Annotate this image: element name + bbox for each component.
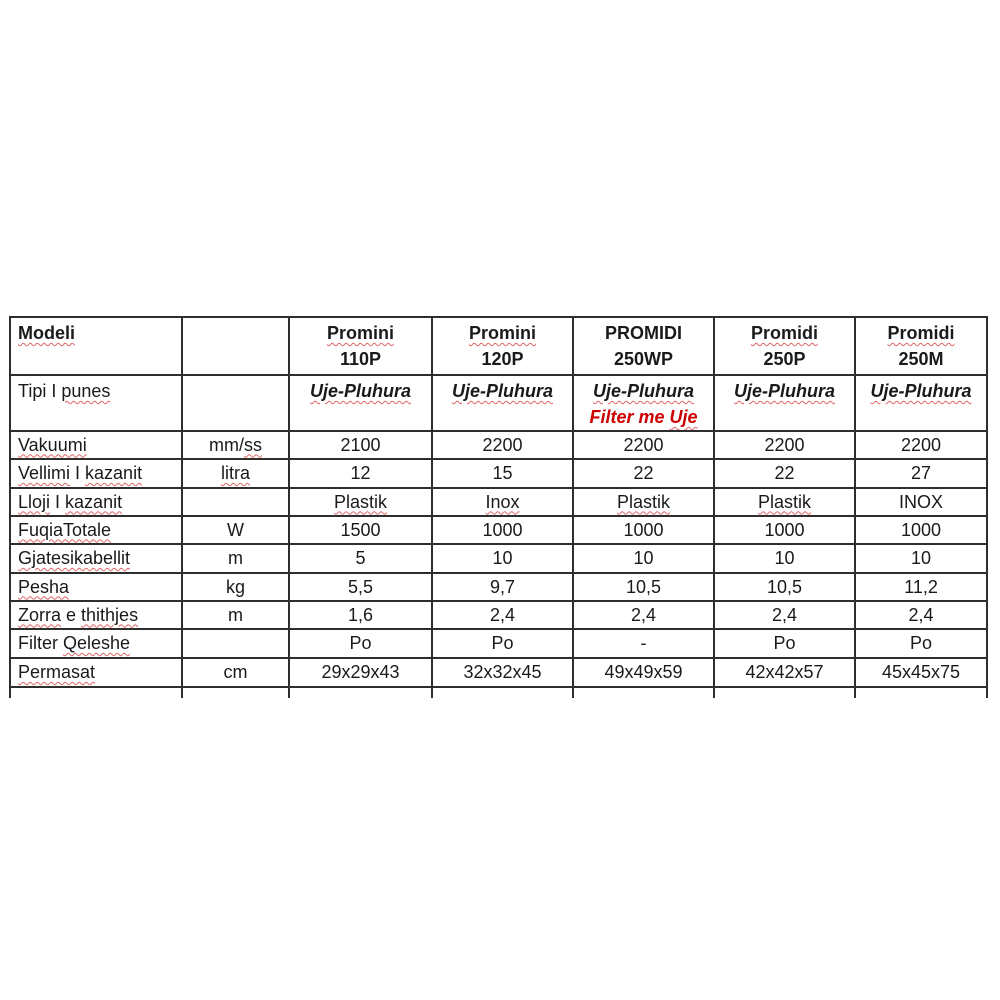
vakuumi-unit-cell	[182, 431, 289, 459]
gjatesikabellit-promini-110p-cell	[289, 544, 432, 573]
permasat-promini-120p-cell	[432, 658, 573, 687]
cell-text: 49x49x59	[604, 662, 683, 682]
cell-text: Filter me	[589, 407, 670, 427]
cell-line	[861, 320, 981, 346]
modeli-label-cell	[10, 317, 182, 375]
cell-line	[18, 518, 176, 543]
tipi-i-punes-label-cell	[10, 375, 182, 431]
cell-line	[861, 575, 981, 600]
table-row-pesha	[10, 573, 987, 601]
cell-text: 2,4	[489, 604, 516, 625]
cell-line	[579, 378, 708, 404]
permasat-promidi-250wp-cell	[573, 658, 714, 687]
pesha-promini-110p-cell	[289, 573, 432, 601]
cell-line	[295, 518, 426, 543]
gridline-stub	[288, 688, 290, 698]
cell-line	[18, 575, 176, 600]
permasat-unit-cell	[182, 658, 289, 687]
cell-text: 5,5	[347, 576, 374, 597]
cell-line	[438, 660, 567, 685]
cell-line	[861, 546, 981, 571]
vellimi-i-kazanit-promidi-250wp-cell	[573, 459, 714, 488]
vellimi-i-kazanit-promini-120p-cell	[432, 459, 573, 488]
cell-text: FuqiaTotale	[18, 519, 112, 540]
cell-line	[579, 518, 708, 543]
vakuumi-promidi-250m-cell	[855, 431, 987, 459]
cell-line	[720, 490, 849, 515]
cell-text: Lloji	[18, 491, 51, 512]
cell-line	[861, 346, 981, 372]
cell-text: Inox	[485, 491, 520, 512]
cell-text: 10	[492, 548, 513, 568]
cell-line	[295, 546, 426, 571]
filter-qeleshe-unit-cell	[182, 629, 289, 658]
fuqia-totale-unit-cell	[182, 516, 289, 544]
cell-text: 2,4	[908, 604, 934, 625]
cell-line	[18, 603, 176, 628]
gridline-stub	[9, 688, 11, 698]
cell-text: Po	[773, 633, 796, 653]
cell-text: Vakuumi	[18, 434, 87, 455]
cell-text: Permasat	[18, 662, 96, 682]
cell-line	[579, 490, 708, 515]
cell-line	[861, 518, 981, 543]
modeli-promidi-250p-cell	[714, 317, 855, 375]
cell-line	[579, 461, 708, 486]
cell-text: 2200	[482, 434, 523, 455]
cell-line	[438, 603, 567, 628]
cell-line	[720, 346, 849, 372]
cell-text: Uje-Pluhura	[309, 381, 411, 401]
cell-text: 11,2	[904, 576, 938, 597]
filter-qeleshe-label-cell	[10, 629, 182, 658]
cell-line	[438, 631, 567, 656]
tipi-i-punes-promidi-250m-cell	[855, 375, 987, 431]
cell-line	[720, 631, 849, 656]
gridline-stub	[572, 688, 574, 698]
pesha-unit-cell	[182, 573, 289, 601]
table-row-zorra-e-thithjes	[10, 601, 987, 629]
cell-line	[438, 378, 567, 404]
cell-line	[720, 575, 849, 600]
cell-text: Plastik	[333, 491, 387, 512]
zorra-e-thithjes-promidi-250wp-cell	[573, 601, 714, 629]
vakuumi-promini-120p-cell	[432, 431, 573, 459]
table-row-vakuumi	[10, 431, 987, 459]
cell-text: 29x29x43	[321, 662, 400, 682]
vellimi-i-kazanit-promidi-250p-cell	[714, 459, 855, 488]
cell-line	[295, 631, 426, 656]
cell-line	[861, 603, 981, 628]
cell-line	[18, 631, 176, 656]
fuqia-totale-label-cell	[10, 516, 182, 544]
cell-text: kg	[225, 576, 245, 597]
modeli-promidi-250m-cell	[855, 317, 987, 375]
cell-line	[438, 490, 567, 515]
permasat-promidi-250p-cell	[714, 658, 855, 687]
cell-line	[720, 461, 849, 486]
zorra-e-thithjes-label-cell	[10, 601, 182, 629]
cell-text: litra	[220, 463, 250, 483]
table-row-filter-qeleshe	[10, 629, 987, 658]
gjatesikabellit-promidi-250m-cell	[855, 544, 987, 573]
cell-text: Uje	[669, 407, 698, 427]
cell-line	[861, 660, 981, 685]
cell-line	[188, 518, 283, 543]
cell-text: Po	[491, 633, 514, 653]
zorra-e-thithjes-promini-120p-cell	[432, 601, 573, 629]
permasat-label-cell	[10, 658, 182, 687]
gridline-stub	[854, 688, 856, 698]
cell-text: 15	[492, 463, 513, 483]
tipi-i-punes-promidi-250p-cell	[714, 375, 855, 431]
cell-text: 2,4	[771, 604, 798, 625]
lloji-i-kazanit-label-cell	[10, 488, 182, 516]
cell-text: -	[640, 633, 647, 653]
cell-text: Po	[349, 633, 372, 653]
vakuumi-promidi-250wp-cell	[573, 431, 714, 459]
zorra-e-thithjes-unit-cell	[182, 601, 289, 629]
cell-line	[188, 660, 283, 685]
fuqia-totale-promidi-250wp-cell	[573, 516, 714, 544]
cell-line	[438, 461, 567, 486]
cell-text: 10	[910, 548, 932, 568]
filter-qeleshe-promini-110p-cell	[289, 629, 432, 658]
cell-line	[295, 346, 426, 372]
cell-text: Uje-Pluhura	[733, 381, 835, 401]
cell-line	[295, 461, 426, 486]
cell-line	[18, 378, 176, 404]
fuqia-totale-promini-110p-cell	[289, 516, 432, 544]
cell-text: 42x42x57	[745, 662, 824, 682]
cell-text: 1500	[340, 519, 381, 540]
cell-text: Uje-Pluhura	[592, 381, 694, 401]
cell-line	[438, 320, 567, 346]
fuqia-totale-promidi-250p-cell	[714, 516, 855, 544]
cell-line	[188, 433, 283, 458]
cell-text: PROMIDI	[604, 323, 682, 343]
vellimi-i-kazanit-label-cell	[10, 459, 182, 488]
vakuumi-promidi-250p-cell	[714, 431, 855, 459]
lloji-i-kazanit-promidi-250p-cell	[714, 488, 855, 516]
cell-text: Promini	[468, 323, 536, 343]
vakuumi-label-cell	[10, 431, 182, 459]
cell-text: 2200	[623, 434, 664, 455]
zorra-e-thithjes-promidi-250m-cell	[855, 601, 987, 629]
cell-line	[579, 320, 708, 346]
permasat-promini-110p-cell	[289, 658, 432, 687]
cell-text: Tipi I	[18, 381, 62, 401]
cell-text: Uje-Pluhura	[451, 381, 553, 401]
table-row-lloji-i-kazanit	[10, 488, 987, 516]
cell-line	[438, 433, 567, 458]
cell-text: 22	[633, 463, 654, 483]
table-row-tipi-i-punes	[10, 375, 987, 431]
cell-text: Modeli	[18, 323, 75, 343]
vellimi-i-kazanit-promini-110p-cell	[289, 459, 432, 488]
cell-line	[720, 603, 849, 628]
cell-text: kazanit	[65, 491, 123, 512]
cell-line	[188, 603, 283, 628]
modeli-promidi-250wp-cell	[573, 317, 714, 375]
gridline-stub	[431, 688, 433, 698]
cell-line	[295, 603, 426, 628]
cell-line	[720, 378, 849, 404]
cell-line	[438, 346, 567, 372]
cell-line	[18, 461, 176, 486]
lloji-i-kazanit-promini-110p-cell	[289, 488, 432, 516]
cell-text: 1000	[900, 519, 942, 540]
cell-line	[579, 433, 708, 458]
cell-line	[720, 433, 849, 458]
table-row-gjatesikabellit	[10, 544, 987, 573]
cell-line	[861, 378, 981, 404]
cell-text: 2,4	[630, 604, 657, 625]
lloji-i-kazanit-promini-120p-cell	[432, 488, 573, 516]
cell-line	[579, 603, 708, 628]
tipi-i-punes-unit-cell	[182, 375, 289, 431]
cell-text: 9,7	[489, 576, 516, 597]
cell-text: punes	[61, 381, 111, 401]
pesha-label-cell	[10, 573, 182, 601]
cell-text: 22	[774, 463, 795, 483]
cell-line	[579, 631, 708, 656]
cell-line	[18, 320, 176, 346]
cell-text: mm/	[209, 434, 244, 455]
cell-line	[295, 490, 426, 515]
cell-text: 1,6	[347, 604, 374, 625]
cell-line	[720, 660, 849, 685]
cell-text: 1000	[482, 519, 523, 540]
cell-text: 5	[355, 548, 366, 568]
zorra-e-thithjes-promini-110p-cell	[289, 601, 432, 629]
cell-text: ss	[244, 434, 262, 455]
cell-text: 250M	[898, 349, 944, 369]
cell-line	[295, 433, 426, 458]
table-row-modeli	[10, 317, 987, 375]
cell-text: e	[61, 604, 82, 625]
cell-text: 10,5	[766, 576, 803, 597]
gridline-stub	[986, 688, 988, 698]
cell-text: kazanit	[85, 463, 143, 483]
cell-text: Filter	[18, 633, 63, 653]
cell-text: 250WP	[613, 349, 674, 369]
cell-line	[18, 546, 176, 571]
tipi-i-punes-promini-120p-cell	[432, 375, 573, 431]
tipi-i-punes-promini-110p-cell	[289, 375, 432, 431]
cell-line	[720, 546, 849, 571]
cell-line	[18, 433, 176, 458]
lloji-i-kazanit-promidi-250m-cell	[855, 488, 987, 516]
spec-table	[9, 316, 988, 688]
cell-text: INOX	[898, 491, 943, 512]
cell-text: Po	[909, 633, 933, 653]
filter-qeleshe-promidi-250m-cell	[855, 629, 987, 658]
cell-text: m	[228, 604, 243, 625]
gjatesikabellit-label-cell	[10, 544, 182, 573]
cell-text: Gjatesikabellit	[18, 548, 131, 568]
modeli-promini-110p-cell	[289, 317, 432, 375]
tipi-i-punes-promidi-250wp-cell	[573, 375, 714, 431]
cell-line	[579, 404, 708, 430]
table-row-fuqia-totale	[10, 516, 987, 544]
cell-text: W	[227, 519, 244, 540]
cell-line	[720, 320, 849, 346]
spec-table-container	[9, 316, 988, 699]
cell-text: Plastik	[757, 491, 811, 512]
cell-text: 12	[350, 463, 371, 483]
cell-text: 2200	[900, 434, 942, 455]
cell-text: 1000	[623, 519, 664, 540]
fuqia-totale-promidi-250m-cell	[855, 516, 987, 544]
cell-text: Plastik	[616, 491, 670, 512]
vakuumi-promini-110p-cell	[289, 431, 432, 459]
cell-text: 32x32x45	[463, 662, 542, 682]
filter-qeleshe-promini-120p-cell	[432, 629, 573, 658]
cell-line	[720, 518, 849, 543]
cell-text: thithjes	[81, 604, 139, 625]
spec-table-body	[10, 317, 987, 687]
cell-text: 10,5	[625, 576, 662, 597]
cell-text: 110P	[339, 349, 382, 369]
cell-text: 120P	[481, 349, 524, 369]
cropped-next-row-stubs	[9, 688, 988, 699]
gridline-stub	[713, 688, 715, 698]
cell-line	[295, 575, 426, 600]
cell-text: Vellimi	[18, 463, 71, 483]
cell-text: 27	[910, 463, 932, 483]
cell-text: 1000	[764, 519, 805, 540]
fuqia-totale-promini-120p-cell	[432, 516, 573, 544]
cell-text: 45x45x75	[881, 662, 961, 682]
cell-text: 10	[633, 548, 654, 568]
pesha-promidi-250m-cell	[855, 573, 987, 601]
gjatesikabellit-unit-cell	[182, 544, 289, 573]
cell-text: 250P	[763, 349, 806, 369]
cell-line	[579, 660, 708, 685]
zorra-e-thithjes-promidi-250p-cell	[714, 601, 855, 629]
cell-text: I	[50, 491, 66, 512]
cell-text: 2100	[340, 434, 381, 455]
cell-text: Qeleshe	[63, 633, 131, 653]
cell-line	[438, 575, 567, 600]
gjatesikabellit-promini-120p-cell	[432, 544, 573, 573]
cell-text: I	[70, 463, 86, 483]
cell-line	[861, 461, 981, 486]
filter-qeleshe-promidi-250wp-cell	[573, 629, 714, 658]
filter-qeleshe-promidi-250p-cell	[714, 629, 855, 658]
cell-text: Promidi	[750, 323, 818, 343]
vellimi-i-kazanit-unit-cell	[182, 459, 289, 488]
gjatesikabellit-promidi-250p-cell	[714, 544, 855, 573]
cell-line	[861, 631, 981, 656]
table-row-permasat	[10, 658, 987, 687]
gjatesikabellit-promidi-250wp-cell	[573, 544, 714, 573]
cell-line	[579, 575, 708, 600]
lloji-i-kazanit-promidi-250wp-cell	[573, 488, 714, 516]
cell-text: 2200	[764, 434, 805, 455]
cell-line	[18, 660, 176, 685]
pesha-promini-120p-cell	[432, 573, 573, 601]
modeli-promini-120p-cell	[432, 317, 573, 375]
cell-text: Zorra	[18, 604, 62, 625]
permasat-promidi-250m-cell	[855, 658, 987, 687]
pesha-promidi-250p-cell	[714, 573, 855, 601]
pesha-promidi-250wp-cell	[573, 573, 714, 601]
cell-text: m	[228, 548, 243, 568]
cell-line	[188, 546, 283, 571]
cell-text: Pesha	[18, 576, 70, 597]
cell-text: cm	[223, 662, 248, 682]
cell-text: 10	[774, 548, 795, 568]
cell-line	[295, 660, 426, 685]
cell-text: Promini	[326, 323, 394, 343]
cell-line	[438, 546, 567, 571]
modeli-unit-cell	[182, 317, 289, 375]
cell-line	[861, 490, 981, 515]
cell-line	[438, 518, 567, 543]
lloji-i-kazanit-unit-cell	[182, 488, 289, 516]
cell-text: Promidi	[887, 323, 955, 343]
cell-line	[861, 433, 981, 458]
cell-line	[18, 490, 176, 515]
cell-line	[295, 378, 426, 404]
cell-line	[188, 575, 283, 600]
table-row-vellimi-i-kazanit	[10, 459, 987, 488]
gridline-stub	[181, 688, 183, 698]
cell-line	[295, 320, 426, 346]
cell-line	[579, 546, 708, 571]
cell-text: Uje-Pluhura	[870, 381, 972, 401]
cell-line	[188, 461, 283, 486]
cell-line	[579, 346, 708, 372]
vellimi-i-kazanit-promidi-250m-cell	[855, 459, 987, 488]
